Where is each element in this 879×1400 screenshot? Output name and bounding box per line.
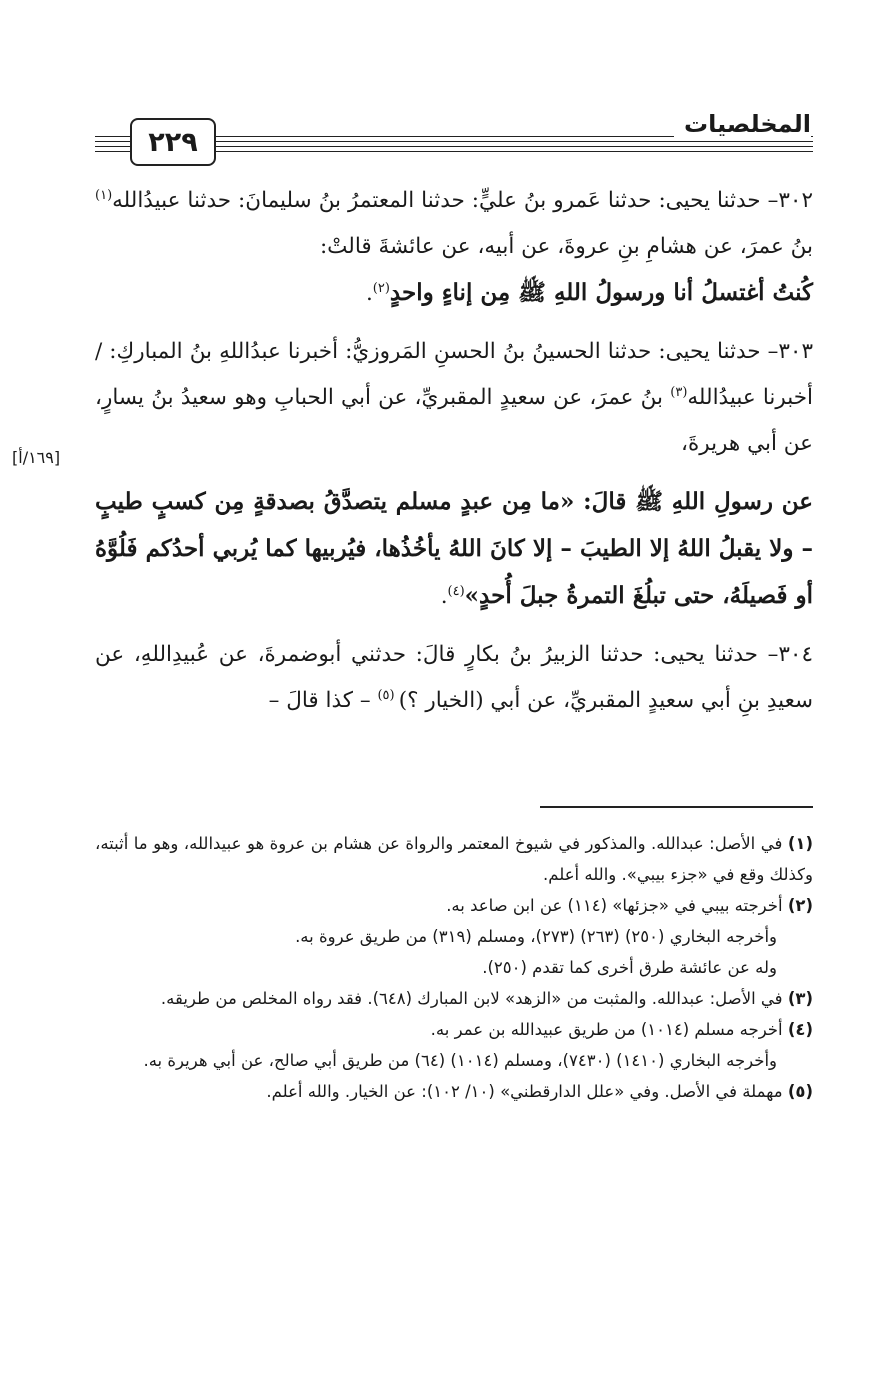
footnote-3: [95, 983, 813, 1014]
footnote-2: [95, 890, 813, 921]
footnote-2-cont: [95, 921, 813, 952]
page-number: ٢٢٩: [148, 126, 198, 158]
hadith-302: [95, 178, 813, 317]
footnote-text: في الأصل: عبدالله. والمذكور في شيوخ المعتمر والرواة عن هشام بن عروة هو عبيدالله، وهو ما أثبته، وكذلك وقع في «جزء بيبي». والله أعلم.: [95, 834, 813, 884]
footnote-5: [95, 1076, 813, 1107]
footnote-ref: (٥): [377, 687, 399, 703]
footnote-ref: (٣): [670, 384, 688, 400]
end-punct: .: [365, 281, 373, 306]
matn-intro: عن رسولِ اللهِ ﷺ قالَ:: [574, 488, 814, 515]
footnote-text: وأخرجه البخاري (٢٥٠) (٢٦٣) (٢٧٣)، ومسلم (٣١٩) من طريق عروة به.: [295, 927, 777, 946]
isnad-continued: بنُ عمرَ، عن هشامِ بنِ عروةَ، عن أبيه، عن عائشةَ قالتْ:: [319, 234, 813, 259]
page-number-box: [130, 118, 216, 166]
footnote-4-cont: [95, 1045, 813, 1076]
footnote-ref: (٤): [447, 583, 465, 599]
footnote-text: وأخرجه البخاري (١٤١٠) (٧٤٣٠)، ومسلم (١٠١٤) (٦٤) من طريق أبي صالح، عن أبي هريرة به.: [143, 1051, 777, 1070]
footnote-text: مهملة في الأصل. وفي «علل الدارقطني» (١٠/ ١٠٢): عن الخيار. والله أعلم.: [266, 1082, 788, 1101]
end-punct: .: [440, 584, 448, 609]
footnote-number: (٣): [787, 989, 813, 1008]
footnote-text: وله عن عائشة طرق أخرى كما تقدم (٢٥٠).: [482, 958, 777, 977]
footnote-number: (٢): [787, 896, 813, 915]
footnote-2-cont: [95, 952, 813, 983]
matn: «ما مِن عبدٍ مسلم يتصدَّقُ بصدقةٍ مِن كسبٍ طيبٍ – ولا يقبلُ اللهُ إلا الطيبَ – إلا كانَ اللهُ يأخُذُها، فيُربيها كما يُربي أحدُكم فَلُوَّهُ أو فَصيلَهُ، حتى تبلُغَ التمرةُ جبلَ أُحدٍ»: [95, 488, 813, 609]
hadith-304: [95, 632, 813, 724]
footnote-separator: [540, 806, 813, 808]
isnad-continued: – كذا قالَ –: [268, 688, 378, 713]
isnad: ٣٠٤– حدثنا يحيى: حدثنا الزبيرُ بنُ بكارٍ قالَ: حدثني أبوضمرةَ، عن عُبيدِاللهِ، عن سعيدِ بنِ أبي سعيدٍ المقبريِّ، عن أبي (الخيار ؟): [95, 642, 813, 713]
footnote-text: في الأصل: عبدالله. والمثبت من «الزهد» لابن المبارك (٦٤٨). فقد رواه المخلص من طريقه.: [160, 989, 788, 1008]
page-header: [95, 110, 813, 162]
running-title: المخلصيات: [674, 110, 811, 138]
isnad-continued: بنُ عمرَ، عن سعيدٍ المقبريِّ، عن أبي الحبابِ وهو سعيدُ بنُ يسارٍ، عن أبي هريرةَ،: [95, 385, 813, 456]
footnote-number: (٥): [787, 1082, 813, 1101]
manuscript-folio-marker: [١٦٩/أ]: [12, 448, 61, 467]
footnotes: [95, 828, 813, 1107]
footnote-text: أخرجه مسلم (١٠١٤) من طريق عبيدالله بن عمر به.: [430, 1020, 788, 1039]
isnad: ٣٠٢– حدثنا يحيى: حدثنا عَمرو بنُ عليٍّ: حدثنا المعتمرُ بنُ سليمانَ: حدثنا عبيدُالله: [112, 188, 813, 213]
matn: كُنتُ أغتسلُ أنا ورسولُ اللهِ ﷺ مِن إناءٍ واحدٍ: [389, 279, 813, 306]
footnote-1: [95, 828, 813, 890]
footnote-ref: (١): [95, 187, 113, 203]
isnad: ٣٠٣– حدثنا يحيى: حدثنا الحسينُ بنُ الحسنِ المَروزيُّ: أخبرنا عبدُاللهِ بنُ المباركِ: / أخبرنا عبيدُالله: [95, 339, 813, 410]
hadith-303-matn: [95, 479, 813, 620]
footnote-ref: (٢): [372, 280, 390, 296]
footnote-text: أخرجته بيبي في «جزئها» (١١٤) عن ابن صاعد به.: [446, 896, 788, 915]
footnote-4: [95, 1014, 813, 1045]
footnote-number: (١): [787, 834, 813, 853]
hadith-303: [95, 329, 813, 467]
main-text: [95, 178, 813, 736]
footnote-number: (٤): [787, 1020, 813, 1039]
